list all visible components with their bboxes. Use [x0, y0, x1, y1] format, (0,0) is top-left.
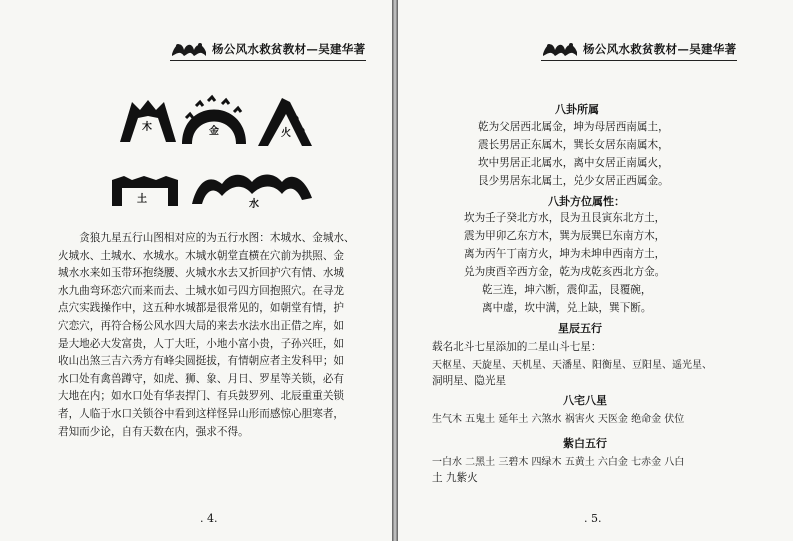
section-line: 生气木 五鬼土 延年土 六煞水 祸害火 天医金 绝命金 伏位 — [432, 414, 685, 425]
body-line: 者，人临于水口关锁谷中看到这样怪异山形而感惊心胆寒者， — [58, 407, 345, 420]
section-line: 土 九紫火 — [432, 472, 478, 484]
section-line: 洞明星、隐光星 — [432, 375, 507, 387]
fire-water-figure — [256, 96, 314, 148]
left-body-text — [58, 230, 368, 441]
earth-label: 土 — [137, 194, 147, 205]
water-label: 水 — [249, 199, 259, 210]
body-line: 收山出煞三吉六秀方有峰尖圆挺拔，有情朝应者主发科甲；如 — [58, 355, 345, 368]
left-page — [0, 0, 392, 541]
body-line: 大地在内；如水口处有华表捍门、有兵鼓罗列、北辰重重关锁 — [58, 390, 345, 403]
metal-water-figure — [178, 88, 250, 148]
section-line: 一白水 二黑土 三碧木 四绿木 五黄土 六白金 七赤金 八白 — [432, 457, 685, 468]
body-line: 城水水来如玉带环抱绕腰、火城水水去又折回护穴有情、水城 — [58, 267, 345, 280]
section-line: 乾三连，坤六断，震仰盂，艮覆碗， — [482, 284, 652, 296]
fire-label: 火 — [281, 128, 291, 139]
section-title: 紫白五行 — [563, 437, 607, 450]
page-number-left: . 4. — [200, 512, 218, 525]
section-line: 兑为庚酉辛西方金，乾为戌乾亥西北方金。 — [464, 266, 666, 278]
right-page — [398, 0, 793, 541]
page-header-right — [541, 34, 737, 61]
body-line: 点穴实践操作中，这五种水城都是很常见的，如朝堂有情，护 — [58, 302, 345, 315]
section-line: 坎为壬子癸北方水，艮为丑艮寅东北方土， — [464, 212, 666, 224]
body-line: 水口处有禽兽蹲守，如虎、狮、象、月日、罗星等关锁，必有 — [58, 372, 345, 385]
body-line: 是大地必大发富贵，人丁大旺，小地小富小贵，子孙兴旺，如 — [58, 337, 345, 350]
header-title: 杨公风水救贫教材—吴建华著 — [212, 42, 366, 56]
section-line: 震长男居正东属木，巽长女居东南属木， — [478, 139, 669, 151]
page-header-left — [170, 34, 366, 61]
section-title: 八卦所属 — [555, 103, 599, 116]
body-line: 穴恋穴，再符合杨公风水四大局的来去水法水出正借之库，如 — [58, 319, 345, 332]
section-title: 八卦方位属性： — [548, 195, 625, 208]
section-line: 载名北斗七星添加的二星山斗七星： — [432, 341, 602, 353]
header-title: 杨公风水救贫教材—吴建华著 — [583, 42, 737, 56]
body-line: 君知而少论，自有天数在内，强求不得。 — [58, 425, 249, 438]
body-line: 贪狼九星五行山图相对应的为五行水图：木城水、金城水、 — [79, 232, 355, 244]
section-line: 坎中男居正北属水，离中女居正南属火， — [478, 157, 669, 169]
section-line: 艮少男居东北属土，兑少女居正西属金。 — [478, 175, 669, 187]
metal-label: 金 — [209, 126, 219, 137]
page-number-right: . 5. — [584, 512, 602, 525]
wood-label: 木 — [142, 122, 152, 133]
section-line: 离中虚，坎中满，兑上缺，巽下断。 — [482, 302, 652, 314]
dragon-ornament-icon — [541, 38, 579, 60]
section-title: 八宅八星 — [563, 394, 607, 407]
section-line: 乾为父居西北属金，坤为母居西南属土， — [478, 121, 669, 133]
dragon-ornament-icon — [170, 38, 208, 60]
section-title: 星辰五行 — [558, 322, 602, 335]
body-line: 火城水、土城水、水城水。木城水朝堂直横在穴前为拱照、金 — [58, 249, 345, 262]
body-line: 水九曲弯环恋穴而来而去、土城水如弓四方回抱照穴。在寻龙 — [58, 284, 345, 297]
section-line: 天枢星、天旋星、天机星、天潘星、阳衡星、豆阳星、遥光星、 — [432, 360, 712, 371]
section-line: 震为甲卯乙东方木，巽为辰巽巳东南方木， — [464, 230, 666, 242]
section-line: 离为丙午丁南方火，坤为未坤申西南方土， — [464, 248, 666, 260]
